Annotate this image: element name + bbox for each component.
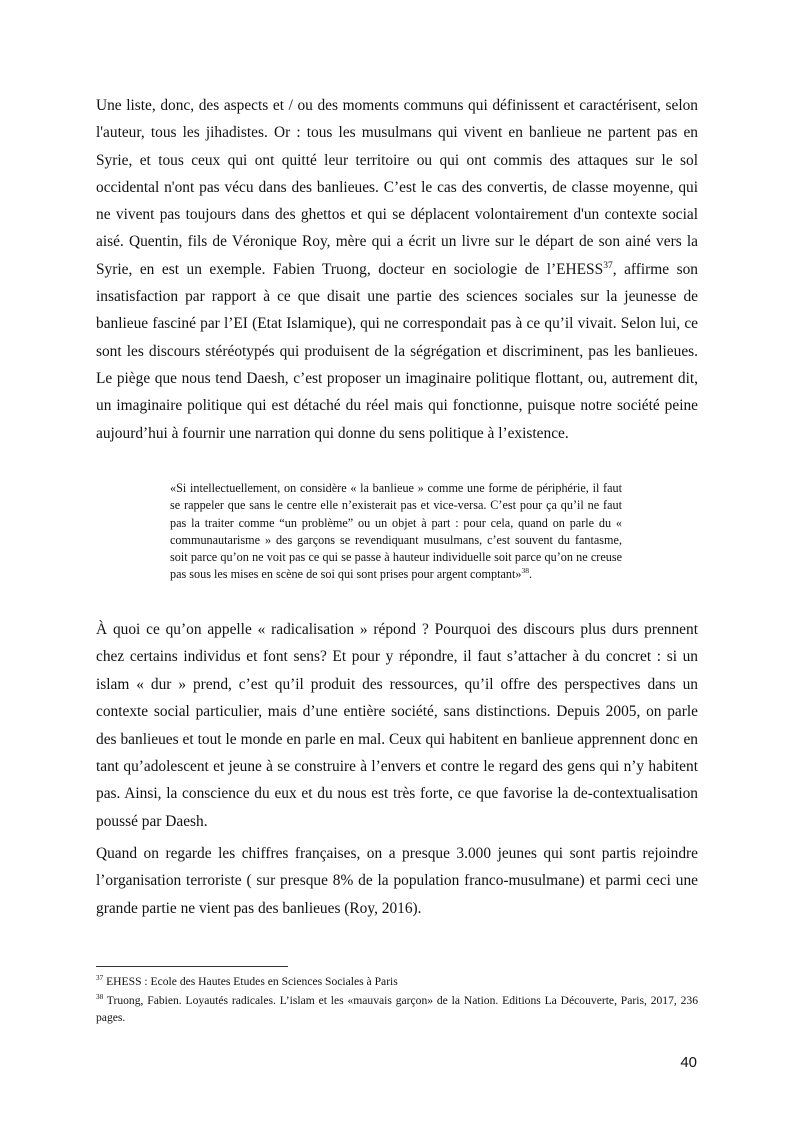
quote-end: . [529, 567, 533, 582]
body-paragraph-2: À quoi ce qu’on appelle « radicalisation » répond ? Pourquoi des discours plus durs prennent chez certains individus et font sens? Et pour y répondre, il faut s’attacher à du concret : si un islam « dur » prend, c’est qu’il produit des ressources, qu’il offre des perspectives dans un contexte social particulier, mais d’une entière société, sans distinctions. Depuis 2005, on parle des banlieues et tout le monde en parle en mal. Ceux qui habitent en banlieue apprennent donc en tant qu’adolescent et jeune à se construire à l’envers et contre le regard des gens qui n’y habitent pas. Ainsi, la conscience du eux et du nous est très forte, ce que favorise la de-contextualisation poussé par Daesh. [96, 621, 698, 830]
footnote-38 [96, 992, 698, 1026]
footnote-ref-38[interactable]: 38 [521, 566, 530, 576]
body-paragraph-3: Quand on regarde les chiffres françaises, on a presque 3.000 jeunes qui sont partis rejoindre l’organisation terroriste ( sur presque 8% de la population franco-musulmane) et parmi ceci une grande partie ne vient pas des banlieues (Roy, 2016). [96, 845, 698, 917]
paragraph-text: Une liste, donc, des aspects et / ou des moments communs qui définissent et caractérisent, selon l'auteur, tous les jihadistes. Or : tous les musulmans qui vivent en banlieue ne partent pas en Syrie, et tous ceux qui ont quitté leur territoire ou qui ont commis des attaques sur le sol occidental n'ont pas vécu dans des banlieues. C’est le cas des convertis, de classe moyenne, qui ne vivent pas toujours dans des ghettos et qui se déplacent volontairement d'un contexte social aisé. Quentin, fils de Véronique Roy, mère qui a écrit un livre sur le départ de son ainé vers la Syrie, en est un exemple. Fabien Truong, docteur en sociologie de l’EHESS [96, 97, 698, 278]
footnote-separator [96, 966, 288, 967]
footnote-ref-37[interactable]: 37 [603, 259, 613, 271]
footnote-text: EHESS : Ecole des Hautes Etudes en Sciences Sociales à Paris [103, 975, 398, 988]
footnote-number: 37 [96, 974, 104, 983]
block-quote [170, 480, 622, 584]
page-number: 40 [680, 1054, 697, 1071]
footnote-text: Truong, Fabien. Loyautés radicales. L’islam et les «mauvais garçon» de la Nation. Editions La Découverte, Paris, 2017, 236 pages. [96, 994, 698, 1024]
quote-text: «Si intellectuellement, on considère « la banlieue » comme une forme de périphérie, il faut se rappeler que sans le centre elle n’existerait pas et vice-versa. C’est pour ça qu’il ne faut pas la traiter comme “un problème” ou un objet à part : pour cela, quand on parle du « communautarisme » des garçons se revendiquant musulmans, c’est souvent du fantasme, soit parce qu’on ne voit pas ce qui se passe à hauteur individuelle soit parce qu’on ne creuse pas sous les mises en scène de soi qui sont prises pour argent comptant» [170, 481, 622, 582]
footnote-37 [96, 973, 698, 990]
body-paragraph-1 [96, 92, 698, 447]
footnote-number: 38 [96, 993, 104, 1002]
paragraph-text-continued: , affirme son insatisfaction par rapport à ce que disait une partie des sciences sociales sur la jeunesse de banlieue fasciné par l’EI (Etat Islamique), qui ne correspondait pas à ce qu’il vivait. Selon lui, ce sont les discours stéréotypés qui produisent de la ségrégation et discriminent, pas les banlieues. Le piège que nous tend Daesh, c’est proposer un imaginaire politique flottant, ou, autrement dit, un imaginaire politique qui est détaché du réel mais qui fonctionne, puisque notre société peine aujourd’hui à fournir une narration qui donne du sens politique à l’existence. [96, 260, 698, 442]
